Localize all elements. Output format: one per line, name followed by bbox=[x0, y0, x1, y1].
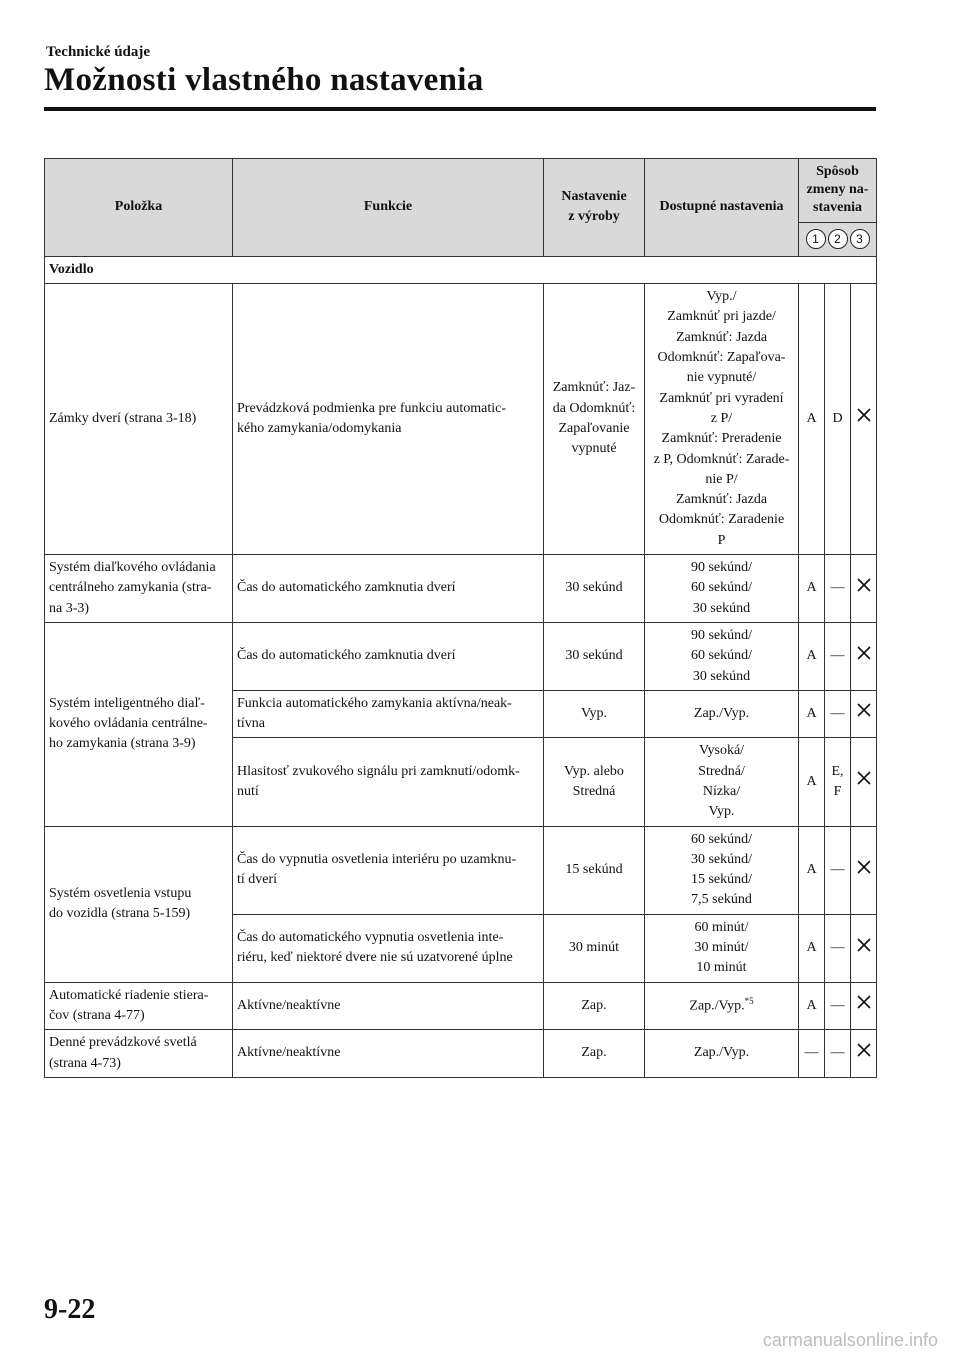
method-1-cell: — bbox=[799, 1030, 825, 1078]
group-label: Vozidlo bbox=[45, 256, 877, 283]
group-row bbox=[45, 256, 877, 283]
method-1-cell: A bbox=[799, 690, 825, 738]
cross-icon bbox=[856, 994, 872, 1010]
cross-icon bbox=[856, 577, 872, 593]
available-cell: 60 sekúnd/ 30 sekúnd/ 15 sekúnd/ 7,5 sekúnd bbox=[645, 826, 799, 914]
title-rule bbox=[44, 107, 876, 111]
page-title: Možnosti vlastného nastavenia bbox=[44, 62, 484, 98]
function-cell: Prevádzková podmienka pre funkciu automatic- kého zamykania/odomykania bbox=[233, 284, 544, 555]
cross-icon bbox=[856, 407, 872, 423]
method-1-cell: A bbox=[799, 738, 825, 826]
footnote-marker: *5 bbox=[744, 995, 754, 1006]
cross-icon bbox=[856, 1042, 872, 1058]
method-2-icon: 2 bbox=[828, 229, 848, 249]
header-row bbox=[45, 159, 877, 223]
method-3-cell bbox=[851, 738, 877, 826]
available-cell: Vyp./ Zamknúť pri jazde/ Zamknúť: Jazda Odomknúť: Zapaľova- nie vypnuté/ Zamknúť pri vyradení z P/ Zamknúť: Preradenie z P, Odomknúť: Zarade- nie P/ Zamknúť: Jazda Odomknúť: Zaradenie P bbox=[645, 284, 799, 555]
page-number: 9-22 bbox=[44, 1294, 96, 1325]
cross-icon bbox=[856, 645, 872, 661]
available-cell: 60 minút/ 30 minút/ 10 minút bbox=[645, 914, 799, 982]
available-cell: Zap./Vyp. bbox=[645, 1030, 799, 1078]
available-text: Zap./Vyp. bbox=[689, 998, 745, 1014]
table-row bbox=[45, 982, 877, 1030]
item-cell: Systém inteligentného diaľ- kového ovládania centrálne- ho zamykania (strana 3-9) bbox=[45, 622, 233, 826]
table-row bbox=[45, 555, 877, 623]
method-3-cell bbox=[851, 826, 877, 914]
function-cell: Čas do automatického zamknutia dverí bbox=[233, 555, 544, 623]
method-2-cell: — bbox=[825, 826, 851, 914]
function-cell: Čas do automatického zamknutia dverí bbox=[233, 622, 544, 690]
default-cell: Vyp. alebo Stredná bbox=[544, 738, 645, 826]
item-cell: Zámky dverí (strana 3-18) bbox=[45, 284, 233, 555]
function-cell: Čas do automatického vypnutia osvetlenia inte- riéru, keď niektoré dvere nie sú uzatvorené úplne bbox=[233, 914, 544, 982]
watermark: carmanualsonline.info bbox=[762, 1330, 938, 1350]
available-cell: 90 sekúnd/ 60 sekúnd/ 30 sekúnd bbox=[645, 555, 799, 623]
function-cell: Aktívne/neaktívne bbox=[233, 982, 544, 1030]
method-1-cell: A bbox=[799, 555, 825, 623]
col-header-function: Funkcie bbox=[233, 159, 544, 257]
method-1-cell: A bbox=[799, 622, 825, 690]
settings-table bbox=[44, 158, 877, 1078]
available-cell bbox=[645, 982, 799, 1030]
cross-icon bbox=[856, 859, 872, 875]
default-cell: 30 minút bbox=[544, 914, 645, 982]
cross-icon bbox=[856, 770, 872, 786]
default-cell: Zamknúť: Jaz- da Odomknúť: Zapaľovanie vypnuté bbox=[544, 284, 645, 555]
col-header-item: Položka bbox=[45, 159, 233, 257]
table-row bbox=[45, 826, 877, 914]
available-cell: Zap./Vyp. bbox=[645, 690, 799, 738]
function-cell: Čas do vypnutia osvetlenia interiéru po uzamknu- tí dverí bbox=[233, 826, 544, 914]
item-cell: Systém diaľkového ovládania centrálneho zamykania (stra- na 3-3) bbox=[45, 555, 233, 623]
cross-icon bbox=[856, 937, 872, 953]
method-3-cell bbox=[851, 914, 877, 982]
method-3-cell bbox=[851, 622, 877, 690]
default-cell: Zap. bbox=[544, 1030, 645, 1078]
col-header-available: Dostupné nastavenia bbox=[645, 159, 799, 257]
default-cell: Zap. bbox=[544, 982, 645, 1030]
item-cell: Automatické riadenie stiera- čov (strana 4-77) bbox=[45, 982, 233, 1030]
method-2-cell: D bbox=[825, 284, 851, 555]
method-3-cell bbox=[851, 982, 877, 1030]
table-row bbox=[45, 1030, 877, 1078]
method-3-icon: 3 bbox=[850, 229, 870, 249]
available-cell: 90 sekúnd/ 60 sekúnd/ 30 sekúnd bbox=[645, 622, 799, 690]
table-row bbox=[45, 622, 877, 690]
item-cell: Denné prevádzkové svetlá (strana 4-73) bbox=[45, 1030, 233, 1078]
method-1-cell: A bbox=[799, 914, 825, 982]
method-3-cell bbox=[851, 555, 877, 623]
method-3-cell bbox=[851, 1030, 877, 1078]
method-1-icon: 1 bbox=[806, 229, 826, 249]
table-row bbox=[45, 284, 877, 555]
method-2-cell: — bbox=[825, 914, 851, 982]
function-cell: Funkcia automatického zamykania aktívna/neak- tívna bbox=[233, 690, 544, 738]
default-cell: 30 sekúnd bbox=[544, 555, 645, 623]
function-cell: Hlasitosť zvukového signálu pri zamknutí/odomk- nutí bbox=[233, 738, 544, 826]
default-cell: 15 sekúnd bbox=[544, 826, 645, 914]
function-cell: Aktívne/neaktívne bbox=[233, 1030, 544, 1078]
method-2-cell: — bbox=[825, 622, 851, 690]
section-label: Technické údaje bbox=[46, 44, 151, 60]
method-2-cell: — bbox=[825, 1030, 851, 1078]
method-numbers bbox=[799, 222, 877, 256]
item-cell: Systém osvetlenia vstupu do vozidla (strana 5-159) bbox=[45, 826, 233, 982]
cross-icon bbox=[856, 702, 872, 718]
method-2-cell: E, F bbox=[825, 738, 851, 826]
method-1-cell: A bbox=[799, 826, 825, 914]
default-cell: Vyp. bbox=[544, 690, 645, 738]
method-2-cell: — bbox=[825, 982, 851, 1030]
method-1-cell: A bbox=[799, 284, 825, 555]
method-1-cell: A bbox=[799, 982, 825, 1030]
method-3-cell bbox=[851, 284, 877, 555]
method-2-cell: — bbox=[825, 690, 851, 738]
available-cell: Vysoká/ Stredná/ Nízka/ Vyp. bbox=[645, 738, 799, 826]
default-cell: 30 sekúnd bbox=[544, 622, 645, 690]
col-header-method: Spôsob zmeny na- stavenia bbox=[799, 159, 877, 223]
col-header-default: Nastavenie z výroby bbox=[544, 159, 645, 257]
method-3-cell bbox=[851, 690, 877, 738]
method-2-cell: — bbox=[825, 555, 851, 623]
